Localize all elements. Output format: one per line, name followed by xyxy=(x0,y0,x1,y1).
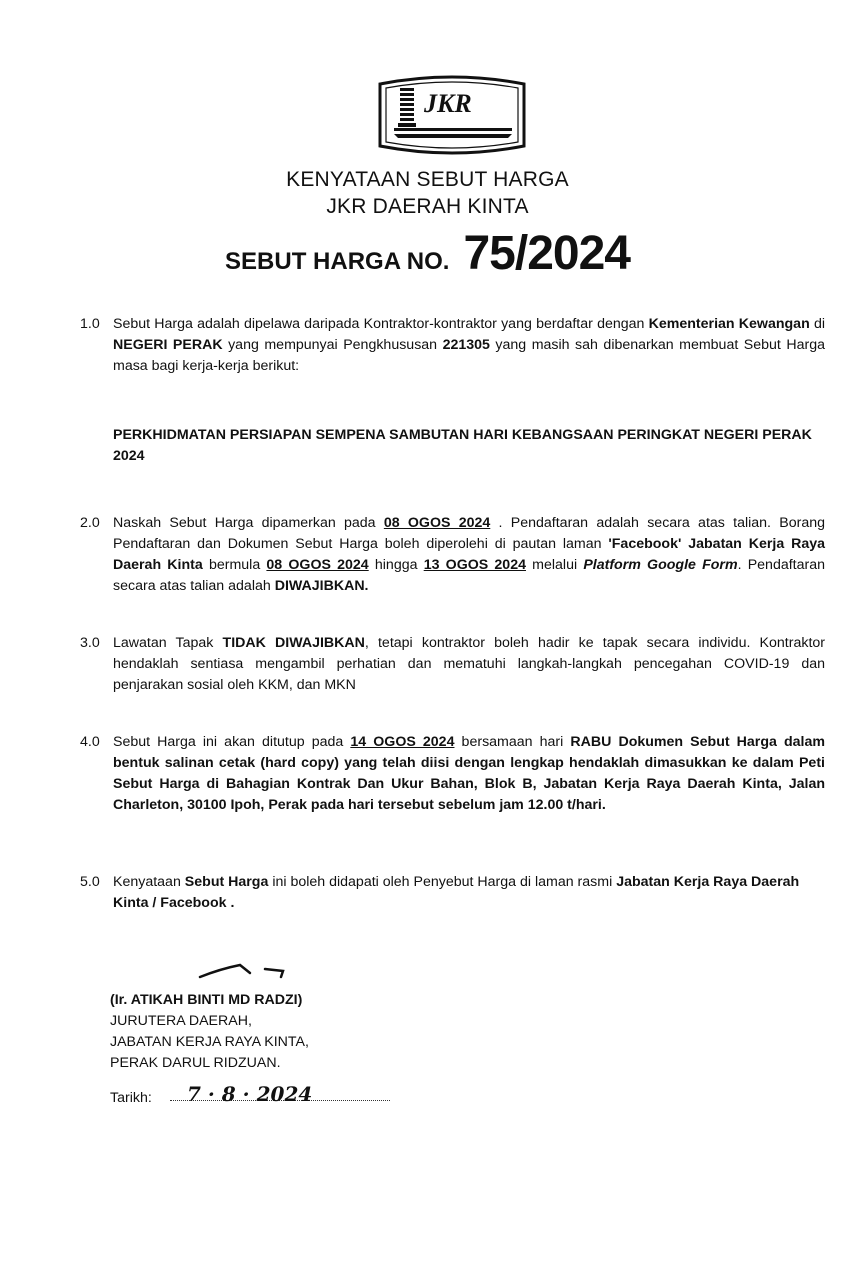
section-5-number: 5.0 xyxy=(80,874,100,890)
signature-mark xyxy=(195,955,295,985)
header-line-1: KENYATAAN SEBUT HARGA xyxy=(286,168,569,191)
section-3-text: Lawatan Tapak TIDAK DIWAJIBKAN, tetapi kontraktor boleh hadir ke tapak secara individu. Kontraktor hendaklah sentiasa mengambil perhatian dan mematuhi langkah-langkah pencegahan COVID-19 dan penjarakan sosial oleh KKM, dan MKN xyxy=(113,635,826,693)
section-3-number: 3.0 xyxy=(80,635,100,651)
section-4-number: 4.0 xyxy=(80,734,100,750)
signatory-state: PERAK DARUL RIDZUAN. xyxy=(110,1055,281,1071)
section-2 xyxy=(80,513,825,597)
date-label: Tarikh: xyxy=(110,1090,152,1106)
section-1 xyxy=(80,314,825,377)
section-4 xyxy=(80,732,825,816)
section-2-text: Naskah Sebut Harga dipamerkan pada 08 OGOS 2024 . Pendaftaran adalah secara atas talian. Borang Pendaftaran dan Dokumen Sebut Harga boleh diperolehi di pautan laman 'Facebook' Jabatan Kerja Raya Daerah Kinta bermula 08 OGOS 2024 hingga 13 OGOS 2024 melalui Platform Google Form. Pendaftaran secara atas talian adalah DIWAJIBKAN. xyxy=(113,515,826,594)
section-2-number: 2.0 xyxy=(80,515,100,531)
date-handwritten: 7 · 8 · 2024 xyxy=(187,1082,313,1106)
jkr-logo xyxy=(372,70,532,156)
section-1-number: 1.0 xyxy=(80,316,100,332)
signatory-department: JABATAN KERJA RAYA KINTA, xyxy=(110,1034,309,1050)
signature-block xyxy=(110,990,309,1074)
section-3 xyxy=(80,633,825,696)
sebut-harga-heading xyxy=(0,226,855,281)
signatory-name: (Ir. ATIKAH BINTI MD RADZI) xyxy=(110,992,303,1008)
project-title: PERKHIDMATAN PERSIAPAN SEMPENA SAMBUTAN HARI KEBANGSAAN PERINGKAT NEGERI PERAK 2024 xyxy=(113,427,812,464)
sebut-harga-label: SEBUT HARGA NO. xyxy=(225,248,450,275)
section-1-text: Sebut Harga adalah dipelawa daripada Kontraktor-kontraktor yang berdaftar dengan Kementerian Kewangan di NEGERI PERAK yang mempunyai Pengkhususan 221305 yang masih sah dibenarkan membuat Sebut Harga masa bagi kerja-kerja berikut: xyxy=(113,316,826,374)
header-line-2: JKR DAERAH KINTA xyxy=(326,195,529,218)
sebut-harga-number: 75/2024 xyxy=(463,227,630,280)
date-field xyxy=(110,1082,313,1106)
signatory-title: JURUTERA DAERAH, xyxy=(110,1013,252,1029)
section-5-text: Kenyataan Sebut Harga ini boleh didapati oleh Penyebut Harga di laman rasmi Jabatan Kerja Raya Daerah Kinta / Facebook . xyxy=(113,874,800,911)
section-4-text: Sebut Harga ini akan ditutup pada 14 OGOS 2024 bersamaan hari RABU Dokumen Sebut Harga dalam bentuk salinan cetak (hard copy) yang telah diisi dengan lengkap hendaklah dimasukkan ke dalam Peti Sebut Harga di Bahagian Kontrak Dan Ukur Bahan, Blok B, Jabatan Kerja Raya Daerah Kinta, Jalan Charleton, 30100 Ipoh, Perak pada hari tersebut sebelum jam 12.00 t/hari. xyxy=(113,734,825,813)
jkr-logo-text: JKR xyxy=(424,89,472,118)
section-5 xyxy=(80,872,825,914)
